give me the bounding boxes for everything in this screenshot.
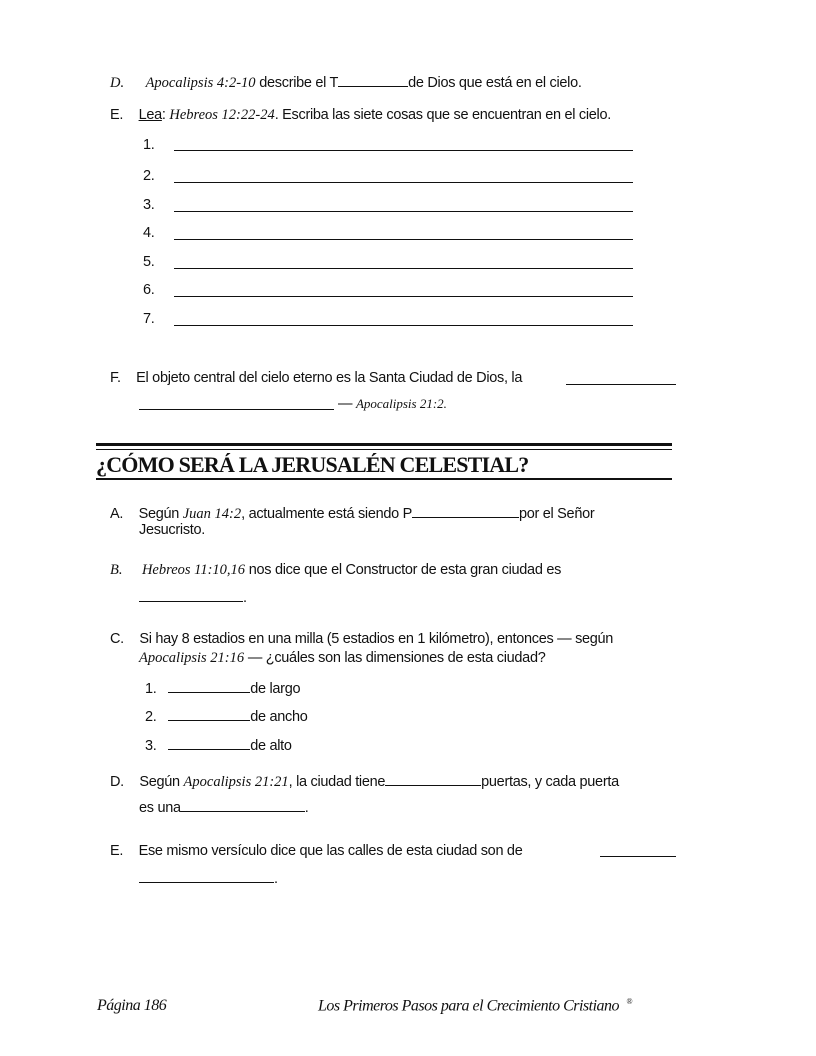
question-letter: F.	[110, 370, 121, 386]
question-text: Según	[138, 506, 183, 522]
answer-blank[interactable]	[338, 73, 408, 87]
question-a2	[110, 504, 594, 523]
question-f1	[110, 370, 522, 386]
registered-mark: ®	[626, 997, 633, 1006]
list-number: 1.	[143, 137, 155, 153]
answer-blank[interactable]	[168, 736, 250, 750]
question-text: El objeto central del cielo eterno es la Santa Ciudad de Dios, la	[136, 370, 523, 386]
dimension-label: de ancho	[250, 709, 308, 725]
question-letter: D.	[110, 774, 124, 790]
list-number: 2.	[143, 168, 155, 184]
period: .	[304, 800, 309, 816]
book-title-text: Los Primeros Pasos para el Crecimiento Cristiano	[318, 997, 620, 1015]
list-number: 1.	[145, 681, 157, 697]
scripture-ref: Apocalipsis 21:16	[139, 650, 245, 666]
answer-line[interactable]	[174, 268, 633, 269]
list-number: 5.	[143, 254, 155, 270]
question-text: Si hay 8 estadios en una milla (5 estadios en 1 kilómetro), entonces — según	[139, 631, 614, 647]
question-text: , la ciudad tiene	[288, 774, 386, 790]
question-text: . Escriba las siete cosas que se encuentran en el cielo.	[274, 107, 611, 123]
answer-line[interactable]	[566, 384, 676, 385]
question-text: por el Señor	[518, 506, 595, 522]
question-text: — ¿cuáles son las dimensiones de esta ciudad?	[244, 650, 546, 666]
question-e1	[110, 107, 611, 124]
answer-blank[interactable]	[139, 588, 243, 602]
answer-line[interactable]	[174, 296, 633, 297]
answer-blank[interactable]	[139, 869, 274, 883]
question-d2	[110, 772, 619, 791]
question-b2	[110, 562, 561, 579]
question-c2	[110, 631, 613, 647]
question-letter: B.	[110, 562, 123, 578]
answer-blank[interactable]	[181, 798, 305, 812]
answer-line[interactable]	[174, 182, 633, 183]
question-e2	[110, 843, 522, 859]
list-number: 2.	[145, 709, 157, 725]
scripture-ref: Apocalipsis 21:21	[183, 774, 289, 790]
answer-blank[interactable]	[412, 504, 519, 518]
heading-rule-thin	[96, 449, 672, 450]
question-letter: A.	[110, 506, 124, 522]
question-f1-ref	[338, 396, 447, 412]
question-d1	[110, 73, 582, 92]
scripture-ref: Apocalipsis 21:2.	[355, 396, 447, 411]
question-text: puertas, y cada puerta	[481, 774, 619, 790]
list-number: 4.	[143, 225, 155, 241]
question-c2-line2	[139, 650, 545, 667]
scripture-ref: Juan 14:2	[182, 506, 242, 522]
answer-blank[interactable]	[168, 707, 250, 721]
question-text: , actualmente está siendo P	[241, 506, 412, 522]
scripture-ref: Hebreos 12:22-24	[169, 107, 275, 123]
question-text: Ese mismo versículo dice que las calles de esta ciudad son de	[138, 843, 523, 859]
question-text: de Dios que está en el cielo.	[408, 75, 582, 91]
question-letter: C.	[110, 631, 124, 647]
list-number: 3.	[143, 197, 155, 213]
question-d2-line2	[139, 798, 308, 816]
answer-line[interactable]	[174, 150, 633, 151]
dimension-label: de largo	[250, 681, 301, 697]
colon: :	[161, 107, 166, 123]
answer-line[interactable]	[174, 211, 633, 212]
question-e2-line2	[139, 869, 278, 887]
list-item	[145, 679, 300, 697]
question-text: nos dice que el Constructor de esta gran ciudad es	[245, 562, 562, 578]
scripture-ref: Hebreos 11:10,16	[141, 562, 246, 578]
list-number: 7.	[143, 311, 155, 327]
dimension-label: de alto	[250, 738, 292, 754]
list-item	[145, 736, 292, 754]
book-title	[318, 997, 632, 1015]
heading-rule-top	[96, 443, 672, 446]
page-number: Página 186	[97, 997, 167, 1014]
answer-line[interactable]	[139, 409, 334, 410]
question-a2-line2: Jesucristo.	[139, 522, 205, 538]
question-letter: E.	[110, 843, 124, 859]
list-number: 3.	[145, 738, 157, 754]
period: .	[274, 871, 278, 887]
question-text: es una	[139, 800, 181, 816]
answer-line[interactable]	[174, 325, 633, 326]
section-heading: ¿CÓMO SERÁ LA JERUSALÉN CELESTIAL?	[96, 452, 529, 477]
lea-label: Lea	[138, 107, 162, 123]
answer-line[interactable]	[600, 856, 676, 857]
question-text: describe el T	[255, 75, 339, 91]
em-dash: —	[338, 396, 353, 412]
heading-underline	[96, 478, 672, 480]
list-number: 6.	[143, 282, 155, 298]
answer-blank[interactable]	[168, 679, 250, 693]
question-text: Según	[139, 774, 184, 790]
question-letter: D.	[110, 75, 125, 91]
question-b2-line2	[139, 588, 247, 606]
scripture-ref: Apocalipsis 4:2-10	[145, 75, 256, 91]
answer-line[interactable]	[174, 239, 633, 240]
answer-blank[interactable]	[385, 772, 481, 786]
question-letter: E.	[110, 107, 124, 123]
period: .	[243, 590, 247, 606]
list-item	[145, 707, 308, 725]
